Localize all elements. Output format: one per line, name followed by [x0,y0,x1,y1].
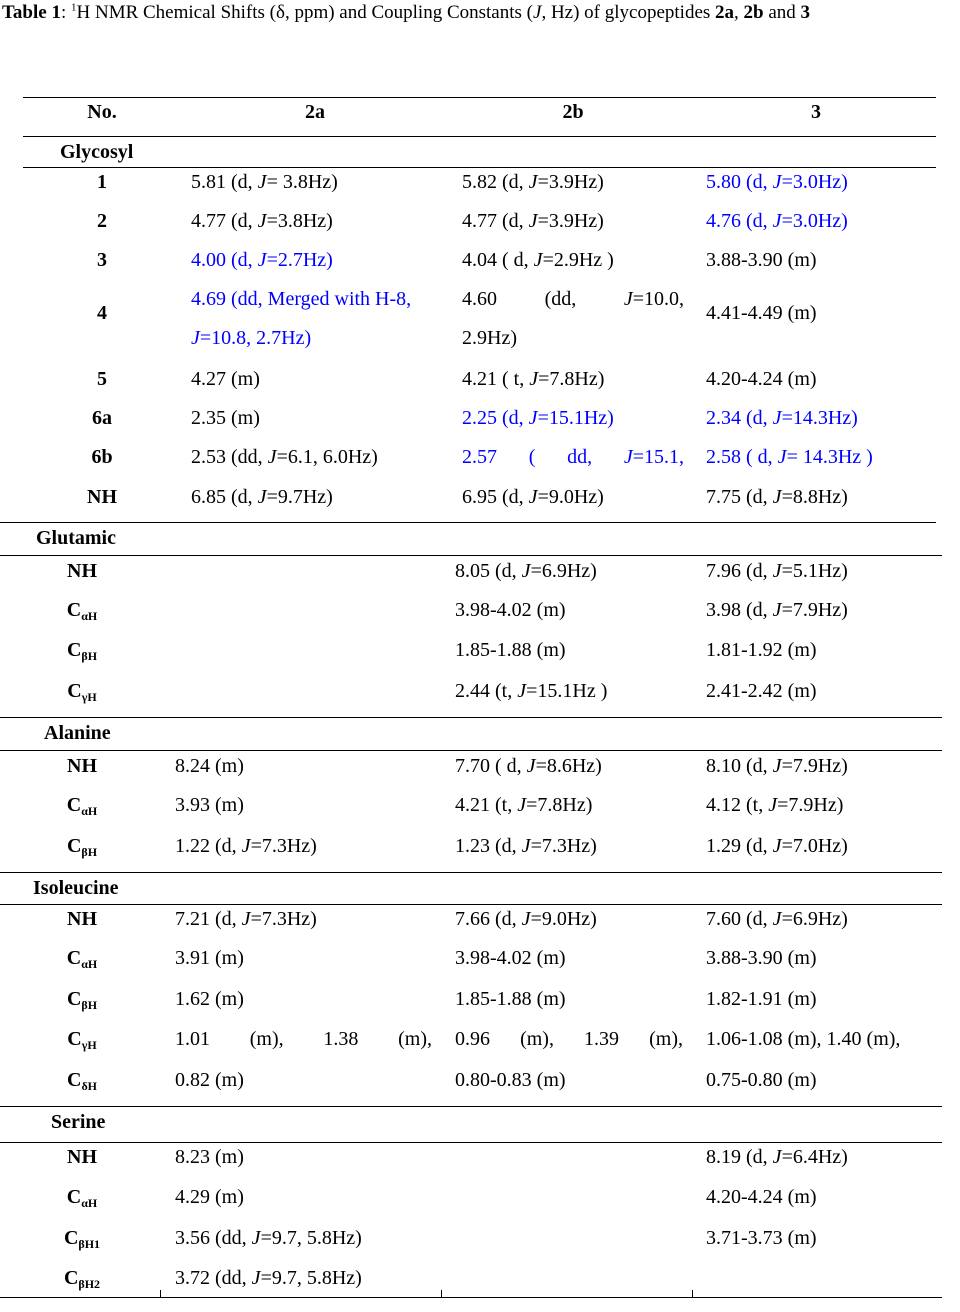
header-2b: 2b [562,101,584,123]
cell-3: 1.29 (d, J=7.0Hz) [706,835,848,857]
cell-2b: 2.57 ( dd, J=15.1, [462,446,684,468]
cell-3: 3.98 (d, J=7.9Hz) [706,599,848,621]
cell-3: 5.80 (d, J=3.0Hz) [706,171,848,193]
cell-2b: 4.60 (dd, J=10.0, [462,288,684,310]
row-label: $C_{\alpha H}$ [66,1186,98,1210]
cell-2a: 3.56 (dd, J=9.7, 5.8Hz) [175,1227,362,1249]
cell-3: 4.12 (t, J=7.9Hz) [706,794,844,816]
cell-3: 3.88-3.90 (m) [706,249,817,271]
rule-isoleucine-end [0,1106,942,1107]
cell-2b: 0.96 (m), 1.39 (m), [455,1028,683,1050]
cell-2a: 3.72 (dd, J=9.7, 5.8Hz) [175,1267,362,1289]
cell-2a: 4.00 (d, J=2.7Hz) [191,249,333,271]
cell-3: 2.58 ( d, J= 14.3Hz ) [706,446,873,468]
row-label: 3 [97,249,107,271]
row-label: $C_{\beta H}$ [66,988,98,1012]
cell-2a: 6.85 (d, J=9.7Hz) [191,486,333,508]
col-tick-2 [441,1290,442,1298]
row-label: 5 [97,368,107,390]
row-label: $C_{\alpha H}$ [66,599,98,623]
cell-2a: 2.35 (m) [191,407,260,429]
section-glycosyl: Glycosyl [60,141,134,163]
section-alanine: Alanine [44,722,111,744]
row-label: NH [87,486,117,508]
rule-alanine-end [0,872,942,873]
cell-3: 4.76 (d, J=3.0Hz) [706,210,848,232]
cell-2b: 7.66 (d, J=9.0Hz) [455,908,597,930]
cell-3: 1.06-1.08 (m), 1.40 (m), [706,1028,901,1050]
cell-2a: 4.77 (d, J=3.8Hz) [191,210,333,232]
cell-3: 0.75-0.80 (m) [706,1069,817,1091]
row-label: NH [67,755,97,777]
rule-glutamic [0,555,942,556]
col-tick-3 [692,1290,693,1298]
cell-2a: 1.01 (m), 1.38 (m), [175,1028,432,1050]
rule-alanine [0,750,942,751]
cell-2a: 7.21 (d, J=7.3Hz) [175,908,317,930]
rule-glutamic-end [0,717,942,718]
table-number: Table 1 [2,2,61,23]
row-label: $C_{\alpha H}$ [66,947,98,971]
cell-2b: 2.25 (d, J=15.1Hz) [462,407,614,429]
rule-glycosyl [23,167,936,168]
cell-3: 3.88-3.90 (m) [706,947,817,969]
cell-3: 8.10 (d, J=7.9Hz) [706,755,848,777]
cell-3: 7.96 (d, J=5.1Hz) [706,560,848,582]
cell-2b: 4.21 ( t, J=7.8Hz) [462,368,605,390]
cell-2b-cont: 2.9Hz) [462,327,517,349]
cell-2a: 1.62 (m) [175,988,244,1010]
cell-3: 7.60 (d, J=6.9Hz) [706,908,848,930]
cell-3: 3.71-3.73 (m) [706,1227,817,1249]
cell-3: 4.20-4.24 (m) [706,368,817,390]
cell-2a: 0.82 (m) [175,1069,244,1091]
row-label: $C_{\beta H}$ [66,639,98,663]
cell-3: 2.34 (d, J=14.3Hz) [706,407,858,429]
header-3: 3 [811,101,821,123]
row-label: $C_{\beta H2}$ [63,1267,101,1291]
rule-bottom [0,1297,942,1298]
rule-isoleucine [0,904,942,905]
row-label: $C_{\delta H}$ [66,1069,97,1093]
rule-top [23,97,936,98]
header-2a: 2a [305,101,325,123]
cell-2a: 5.81 (d, J= 3.8Hz) [191,171,338,193]
row-label: NH [67,560,97,582]
cell-2a: 1.22 (d, J=7.3Hz) [175,835,317,857]
cell-2b: 2.44 (t, J=15.1Hz ) [455,680,608,702]
cell-3: 7.75 (d, J=8.8Hz) [706,486,848,508]
rule-header [23,136,936,137]
row-label: 6b [91,446,113,468]
row-label: $C_{\gamma H}$ [67,1028,97,1052]
cell-2a: 4.27 (m) [191,368,260,390]
section-serine: Serine [51,1111,106,1133]
cell-2b: 4.04 ( d, J=2.9Hz ) [462,249,614,271]
row-label: 4 [97,302,107,324]
cell-2a-cont: J=10.8, 2.7Hz) [191,327,312,349]
cell-3: 4.20-4.24 (m) [706,1186,817,1208]
cell-2b: 4.21 (t, J=7.8Hz) [455,794,593,816]
cell-2b: 0.80-0.83 (m) [455,1069,566,1091]
cell-2b: 1.23 (d, J=7.3Hz) [455,835,597,857]
cell-2b: 1.85-1.88 (m) [455,988,566,1010]
cell-2a: 3.91 (m) [175,947,244,969]
row-label: NH [67,1146,97,1168]
cell-2b: 5.82 (d, J=3.9Hz) [462,171,604,193]
cell-3: 1.82-1.91 (m) [706,988,817,1010]
cell-2a: 4.69 (dd, Merged with H-8, [191,288,412,310]
row-label: $C_{\alpha H}$ [66,794,98,818]
row-label: 1 [97,171,107,193]
cell-2a: 8.23 (m) [175,1146,244,1168]
rule-glycosyl-end [0,522,936,523]
header-no: No. [87,101,117,123]
row-label: NH [67,908,97,930]
cell-2b: 8.05 (d, J=6.9Hz) [455,560,597,582]
rule-serine [0,1142,942,1143]
cell-3: 2.41-2.42 (m) [706,680,817,702]
cell-2b: 6.95 (d, J=9.0Hz) [462,486,604,508]
cell-2a: 8.24 (m) [175,755,244,777]
cell-2a: 2.53 (dd, J=6.1, 6.0Hz) [191,446,378,468]
cell-2b: 7.70 ( d, J=8.6Hz) [455,755,602,777]
cell-2b: 4.77 (d, J=3.9Hz) [462,210,604,232]
col-tick-1 [160,1290,161,1298]
row-label: 2 [97,210,107,232]
cell-2a: 3.93 (m) [175,794,244,816]
table-caption: Table 1: $^1$H NMR Chemical Shifts (δ, ppm) and Coupling Constants (J, Hz) of glycopeptides 2a, 2b and 3 [2,1,811,23]
row-label: $C_{\beta H1}$ [63,1227,101,1251]
row-label: 6a [92,407,112,429]
cell-2b: 3.98-4.02 (m) [455,599,566,621]
cell-2b: 3.98-4.02 (m) [455,947,566,969]
cell-3: 8.19 (d, J=6.4Hz) [706,1146,848,1168]
row-label: $C_{\beta H}$ [66,835,98,859]
cell-2a: 4.29 (m) [175,1186,244,1208]
cell-3: 1.81-1.92 (m) [706,639,817,661]
section-isoleucine: Isoleucine [33,877,119,899]
cell-3: 4.41-4.49 (m) [706,302,817,324]
cell-2b: 1.85-1.88 (m) [455,639,566,661]
row-label: $C_{\gamma H}$ [67,680,97,704]
section-glutamic: Glutamic [36,527,116,549]
